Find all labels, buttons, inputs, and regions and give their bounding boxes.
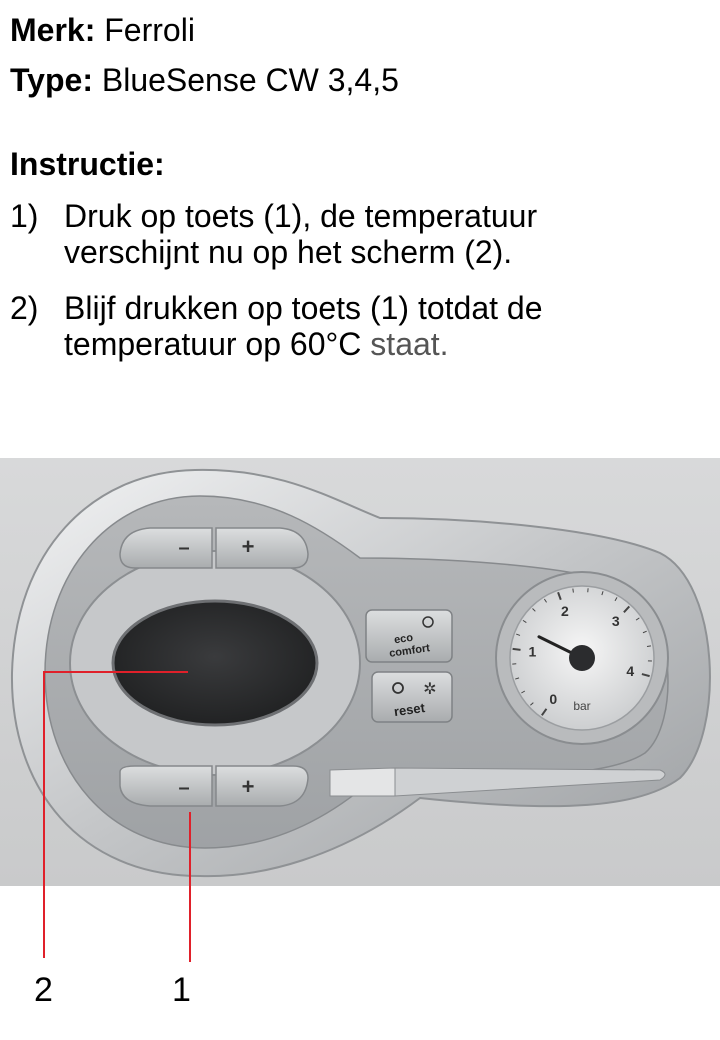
callout-label-1: 1 (172, 971, 191, 1009)
step-2-line-2-main: temperatuur op 60°C (64, 326, 371, 362)
top-plus-glyph: + (241, 534, 255, 559)
brand-value: Ferroli (104, 12, 195, 48)
top-plus-button[interactable] (216, 528, 308, 568)
boiler-control-panel-photo (0, 458, 720, 886)
gauge-tick-label: 2 (561, 603, 569, 620)
bottom-plus-glyph: + (241, 774, 255, 799)
brand-label: Merk: (10, 12, 96, 48)
gauge-tick-label: 4 (626, 662, 635, 679)
brand-line (10, 12, 195, 48)
step-1-line-2: verschijnt nu op het scherm (2). (64, 234, 513, 270)
comfort-label: comfort (388, 642, 431, 660)
display-screen (113, 601, 317, 725)
bottom-minus-glyph: – (178, 777, 190, 799)
gauge-tick-mark (647, 646, 651, 647)
top-minus-glyph: – (178, 537, 190, 559)
gauge-tick-label: 1 (528, 643, 537, 660)
step-2-number: 2) (10, 290, 39, 326)
step-2-line-1: Blijf drukken op toets (1) totdat de (64, 290, 543, 326)
gauge-tick-mark (513, 649, 521, 650)
step-1-number: 1) (10, 198, 39, 234)
step-1-line-1: Druk op toets (1), de temperatuur (64, 198, 538, 234)
eco-label: eco (393, 631, 414, 647)
instructions-heading: Instructie: (10, 146, 165, 182)
reset-label: reset (392, 699, 426, 720)
gauge-tick-mark (573, 589, 574, 593)
gauge-hub (569, 645, 595, 671)
gauge-unit: bar (573, 699, 591, 713)
gauge-tick-label: 3 (611, 613, 620, 630)
step-2-line-2-tail: staat. (370, 326, 449, 362)
bottom-plus-button[interactable] (216, 766, 308, 806)
step-2-line-2 (64, 326, 542, 362)
panel-slide-handle[interactable] (330, 768, 395, 796)
type-line (10, 62, 399, 98)
top-minus-button[interactable] (120, 528, 212, 568)
sun-icon: ✲ (423, 681, 437, 698)
callout-label-2: 2 (34, 971, 53, 1009)
bottom-minus-button[interactable] (120, 766, 212, 806)
gauge-tick-label: 0 (549, 690, 558, 707)
type-value: BlueSense CW 3,4,5 (101, 62, 399, 98)
step-2-text (64, 290, 542, 362)
type-label: Type: (10, 62, 93, 98)
step-1-text (64, 198, 537, 270)
